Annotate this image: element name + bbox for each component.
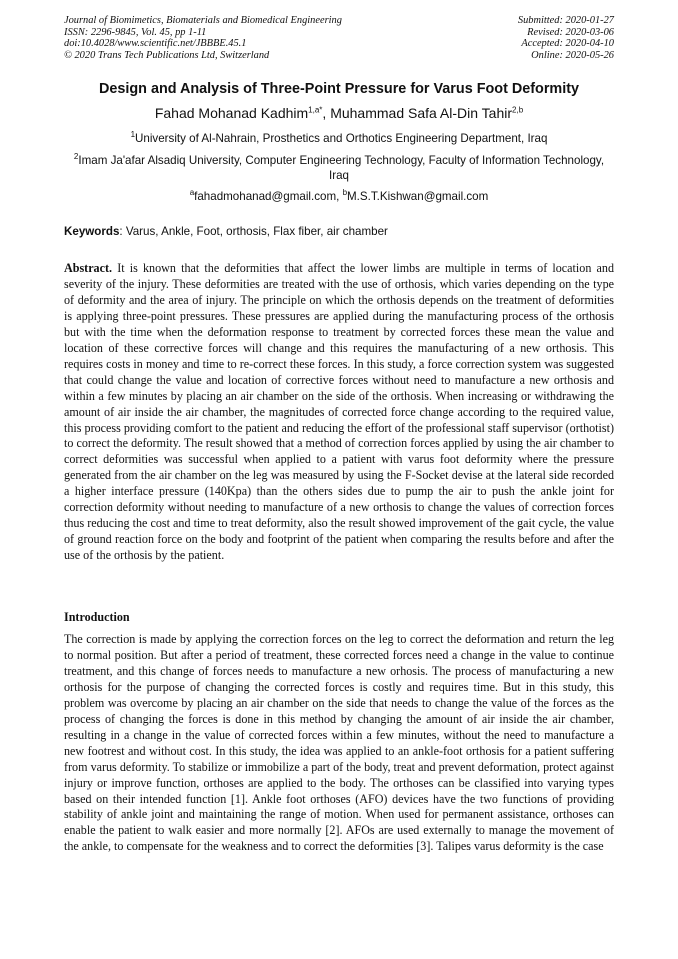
email-link[interactable]: fahadmohanad@gmail.com <box>194 190 337 203</box>
journal-issn: ISSN: 2296-9845, Vol. 45, pp 1-11 <box>64 26 207 38</box>
affiliation-text: University of Al-Nahrain, Prosthetics and Orthotics Engineering Department, Iraq <box>135 132 548 145</box>
author-name: Fahad Mohanad Kadhim <box>154 105 309 121</box>
paper-title: Design and Analysis of Three-Point Pressure for Varus Foot Deformity <box>98 81 580 97</box>
affiliation-mark: 1 <box>130 130 136 140</box>
date-online: Online: 2020-05-26 <box>531 49 614 61</box>
author-affiliation-mark: 1,a* <box>308 105 323 115</box>
email-separator: , <box>336 190 343 203</box>
author-affiliation-mark: 2,b <box>512 105 524 115</box>
author-separator: , <box>322 105 331 121</box>
keywords-label: Keywords <box>64 225 120 238</box>
journal-header-left <box>64 15 342 61</box>
abstract-label: Abstract. <box>64 261 113 275</box>
author-emails <box>64 189 614 204</box>
introduction-heading: Introduction <box>64 610 130 624</box>
email-link[interactable]: M.S.T.Kishwan@gmail.com <box>347 190 489 203</box>
affiliation-2 <box>64 153 614 183</box>
email-mark: b <box>342 188 348 198</box>
email-mark: a <box>189 188 195 198</box>
journal-copyright: © 2020 Trans Tech Publications Ltd, Switzerland <box>64 49 270 61</box>
date-submitted: Submitted: 2020-01-27 <box>517 15 614 26</box>
introduction-paragraph: The correction is made by applying the correction forces on the leg to correct the deformation and return the leg to normal position. But after a period of treatment, these corrected forces need a change in the value to continue treatment, and this change of forces needs to manufacture a new orhosis. The process of manufacturing a new orthosis for the purpose of changing the corrected forces is costly and requires time. But in this study, this problem was overcome by placing an air chamber on the side that needs to change the value of the forces as the process of changing the forces is done in this method by changing the amount of air inside the air chamber, resulting in a change in the value of corrected forces within a few minutes, without the need to manufacture a new footrest and without cost. In this study, the idea was applied to an ankle-foot orthosis for a patient suffering from varus deformity. To stabilize or immobilize a part of the body, treat and prevent deformation, protect against injury or improve function, orthoses are applied to the body. The orthoses can be classified into varying types based on their intended function [1]. Ankle foot orthoses (AFO) devices have the two functions of providing stability of ankle joint and maintaining the range of motion. When used for permanent assistance, orthoses can enable the patient to walk easier and more normally [2]. AFOs are used externally to manage the movement of the ankle, to compensate for the weakness and to correct the deformities [3]. Talipes varus deformity is the case <box>64 632 614 854</box>
author-list <box>40 104 638 122</box>
date-revised: Revised: 2020-03-06 <box>527 26 614 38</box>
affiliation-mark: 2 <box>73 152 79 162</box>
keywords <box>64 224 614 239</box>
journal-name: Journal of Biomimetics, Biomaterials and Biomedical Engineering <box>64 15 342 26</box>
abstract <box>64 261 614 564</box>
affiliation-1 <box>64 131 614 146</box>
journal-header-right <box>518 15 614 61</box>
keywords-text: : Varus, Ankle, Foot, orthosis, Flax fiber, air chamber <box>119 225 388 238</box>
author-name: Muhammad Safa Al-Din Tahir <box>330 105 513 121</box>
affiliation-text: Imam Ja'afar Alsadiq University, Computer Engineering Technology, Faculty of Information Technology, Iraq <box>78 154 605 182</box>
journal-doi: doi:10.4028/www.scientific.net/JBBBE.45.1 <box>64 38 247 50</box>
abstract-text: It is known that the deformities that affect the lower limbs are multiple in terms of location and severity of the injury. These deformities are treated with the use of orthosis, which varies depending on the type of deformity and the area of injury. The principle on which the orthosis depends on the treatment of deformities is applying three-point pressures. These pressures are applied during the manufacturing process of the orthosis but with the time when the deformation response to treatment by corrected forces these mean the value and location of these corrective forces will change and this requires the manufacturing of a new orthosis. This requires costs in money and time to re-correct these forces. In this study, a force correction system was suggested that could change the value and location of corrective forces without need to manufacture a new orthosis and within a few minutes by placing an air chamber on the side of the orthosis. When increasing or withdrawing the amount of air inside the air chamber, the magnitudes of corrected force change according to the required value, this process providing comfort to the patient and reducing the effort of the professional staff supervisor (orthotist) to correct the deformity. The result showed that a method of correction forces applied by using the air chamber to correct deformities was successful when applied to a patient with varus foot deformity where the pressure generated from the air chamber on the leg was measured by using the F-Socket devise at the lateral side recorded a higher interface pressure (140Kpa) than the others sides due to pump the air to push the ankle joint for correction deformity without needing to manufacture of a new orthosis to change the values of correction forces thus reducing the cost and time to treat deformity, also the result showed improvement of the gait cycle, the value of ground reaction force on the body and footprint of the patient when comparing the results before and after the use of the orthosis by the patient. <box>64 261 614 563</box>
date-accepted: Accepted: 2020-04-10 <box>521 38 614 50</box>
